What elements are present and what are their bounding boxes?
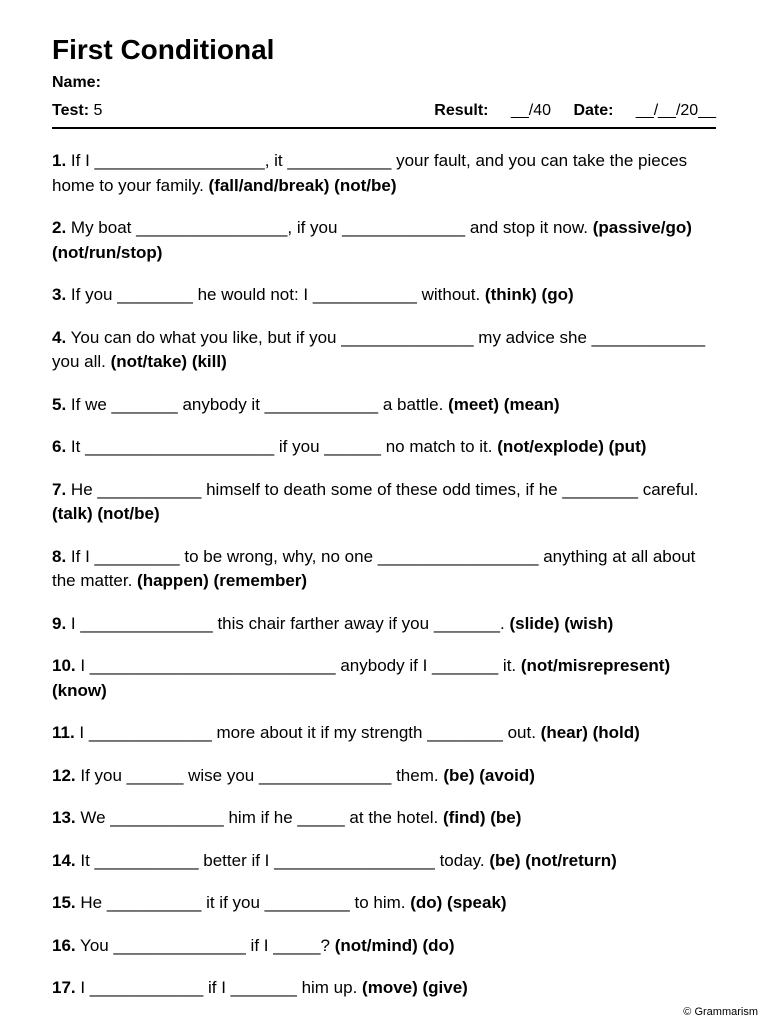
exercise-text: My boat ________________, if you _____________ and stop it now. (66, 218, 593, 237)
date-label: Date: (573, 102, 614, 119)
copyright-footer: © Grammarism (683, 1006, 758, 1018)
exercise-item (52, 654, 716, 703)
exercise-hint: (not/take) (kill) (110, 352, 227, 371)
exercise-list (52, 149, 716, 1001)
result-label: Result: (434, 102, 489, 119)
exercise-text: I __________________________ anybody if I _______ it. (75, 656, 521, 675)
exercise-number: 5. (52, 394, 67, 414)
exercise-hint: (talk) (not/be) (52, 504, 160, 523)
exercise-text: I ______________ this chair farther away if you _______. (66, 613, 510, 633)
exercise-hint: (be) (not/return) (489, 850, 617, 870)
exercise-hint: (hear) (hold) (540, 723, 640, 742)
exercise-number: 2. (52, 218, 67, 237)
exercise-item (52, 891, 716, 916)
result-value: __/40 (506, 102, 551, 119)
date-field (573, 102, 716, 119)
exercise-item (52, 612, 716, 637)
exercise-item (52, 806, 716, 831)
exercise-text: I _____________ more about it if my strength ________ out. (74, 723, 541, 742)
name-field-label: Name: (52, 74, 101, 91)
exercise-text: If I _________ to be wrong, why, no one _________________ anything at all about the matter. (52, 546, 696, 590)
exercise-text: It ____________________ if you ______ no match to it. (66, 437, 498, 456)
date-value: __/__/20__ (631, 102, 716, 119)
exercise-text: You can do what you like, but if you ______________ my advice she ____________ you all. (52, 327, 706, 371)
exercise-text: We ____________ him if he _____ at the hotel. (75, 808, 443, 827)
test-value: 5 (89, 102, 103, 119)
page-title: First Conditional (52, 34, 275, 65)
test-number (52, 100, 102, 122)
exercise-number: 10. (52, 656, 76, 675)
exercise-number: 9. (52, 613, 67, 633)
exercise-item (52, 435, 716, 460)
exercise-text: He ___________ himself to death some of these odd times, if he ________ careful. (66, 479, 699, 499)
exercise-hint: (happen) (remember) (137, 571, 308, 590)
exercise-number: 12. (52, 765, 76, 785)
exercise-number: 14. (52, 850, 76, 870)
exercise-item (52, 849, 716, 874)
exercise-number: 1. (52, 151, 67, 170)
exercise-item (52, 764, 716, 789)
exercise-text: It ___________ better if I _________________ today. (75, 850, 490, 870)
exercise-item (52, 216, 716, 265)
exercise-number: 6. (52, 437, 67, 456)
exercise-item (52, 976, 716, 1001)
exercise-item (52, 326, 716, 375)
exercise-hint: (fall/and/break) (not/be) (208, 175, 397, 195)
exercise-number: 7. (52, 479, 67, 499)
exercise-item (52, 545, 716, 594)
exercise-item (52, 934, 716, 959)
exercise-hint: (think) (go) (484, 285, 574, 304)
exercise-number: 16. (52, 935, 76, 955)
exercise-text: If you ______ wise you ______________ them. (75, 765, 444, 785)
exercise-number: 3. (52, 285, 67, 304)
exercise-item (52, 149, 716, 198)
test-label: Test: (52, 102, 90, 119)
exercise-hint: (not/explode) (put) (497, 437, 647, 456)
exercise-number: 4. (52, 327, 67, 347)
exercise-hint: (not/mind) (do) (334, 935, 455, 955)
result-field (434, 102, 551, 119)
exercise-text: He __________ it if you _________ to him. (75, 893, 411, 912)
worksheet (52, 32, 716, 1019)
test-info-row (52, 100, 716, 129)
exercise-number: 8. (52, 546, 67, 566)
exercise-text: If you ________ he would not: I ___________ without. (66, 285, 485, 304)
exercise-hint: (slide) (wish) (509, 613, 614, 633)
exercise-text: I ____________ if I _______ him up. (75, 978, 363, 997)
exercise-number: 13. (52, 808, 76, 827)
exercise-text: If we _______ anybody it ____________ a battle. (66, 394, 449, 414)
exercise-hint: (passive/go) (not/run/stop) (52, 218, 692, 262)
exercise-item (52, 283, 716, 308)
result-date-group (434, 100, 716, 122)
exercise-item (52, 478, 716, 527)
exercise-hint: (find) (be) (443, 808, 522, 827)
exercise-hint: (be) (avoid) (443, 765, 535, 785)
exercise-hint: (not/misrepresent) (know) (52, 656, 671, 700)
exercise-number: 17. (52, 978, 76, 997)
exercise-hint: (meet) (mean) (448, 394, 560, 414)
exercise-text: If I __________________, it ___________ your fault, and you can take the pieces home to your family. (52, 151, 688, 195)
exercise-number: 11. (52, 723, 75, 742)
exercise-hint: (do) (speak) (410, 893, 507, 912)
exercise-item (52, 721, 716, 746)
exercise-item (52, 393, 716, 418)
exercise-text: You ______________ if I _____? (75, 935, 335, 955)
exercise-number: 15. (52, 893, 76, 912)
exercise-hint: (move) (give) (362, 978, 468, 997)
